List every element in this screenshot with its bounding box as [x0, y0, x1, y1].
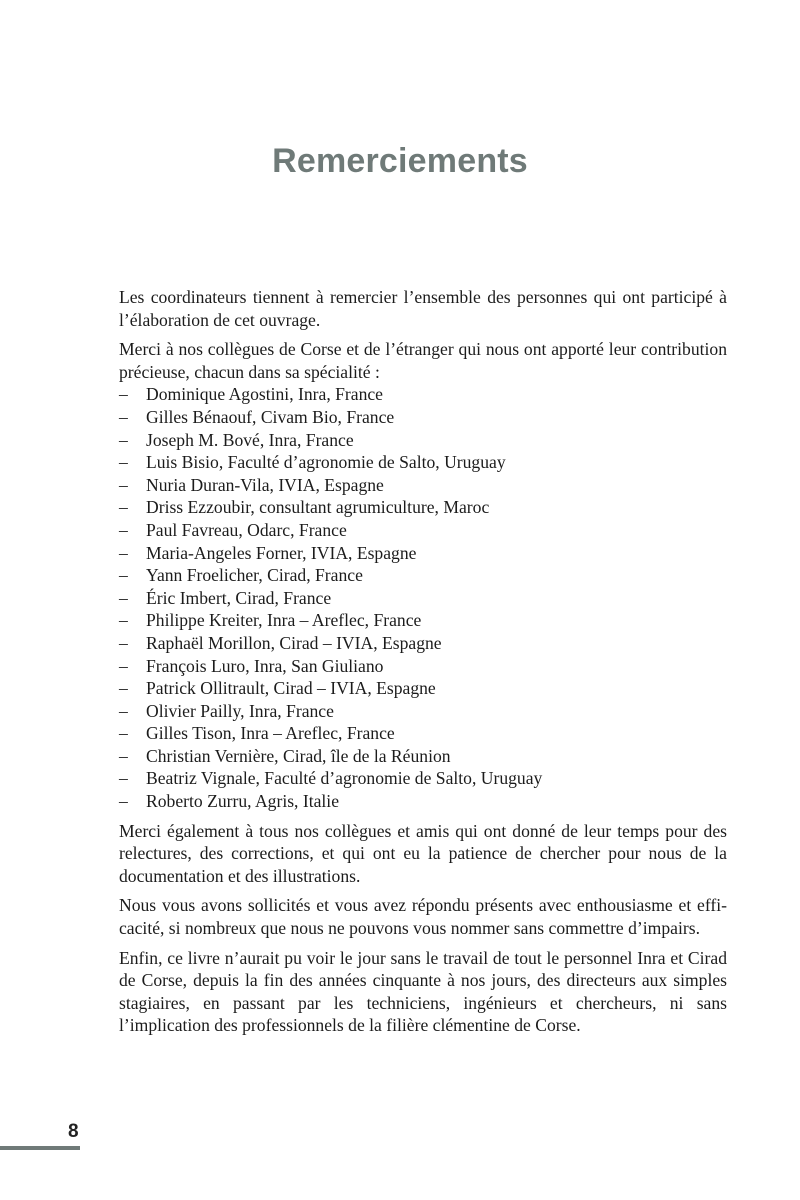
list-item — [119, 474, 727, 497]
contributor-name: Dominique Agostini, Inra, France — [146, 384, 383, 405]
list-dash: – — [119, 632, 128, 653]
list-dash: – — [119, 587, 128, 608]
list-dash: – — [119, 384, 128, 405]
page-number-rule — [0, 1146, 80, 1150]
list-dash: – — [119, 452, 128, 473]
list-dash: – — [119, 655, 128, 676]
list-item — [119, 542, 727, 565]
list-item — [119, 496, 727, 519]
contributor-name: Christian Vernière, Cirad, île de la Réunion — [146, 745, 451, 766]
list-dash: – — [119, 678, 128, 699]
list-dash: – — [119, 497, 128, 518]
contributor-name: Luis Bisio, Faculté d’agronomie de Salto, Uruguay — [146, 452, 506, 473]
list-item — [119, 564, 727, 587]
contributor-name: Patrick Ollitrault, Cirad – IVIA, Espagne — [146, 678, 436, 699]
list-dash: – — [119, 745, 128, 766]
list-item — [119, 700, 727, 723]
list-item — [119, 722, 727, 745]
contributor-name: Éric Imbert, Cirad, France — [146, 587, 332, 608]
body-text — [119, 286, 727, 1044]
contributor-name: François Luro, Inra, San Giuliano — [146, 655, 384, 676]
list-dash: – — [119, 768, 128, 789]
list-item — [119, 519, 727, 542]
list-item — [119, 655, 727, 678]
solicited-paragraph: Nous vous avons sollicités et vous avez répondu présents avec enthousiasme et efficacité, si nombreux que nous ne pouvons vous nommer sans commettre d’impairs. — [119, 895, 727, 939]
list-item — [119, 383, 727, 406]
list-item — [119, 609, 727, 632]
list-item — [119, 429, 727, 452]
list-dash: – — [119, 791, 128, 812]
list-dash: – — [119, 519, 128, 540]
contributor-name: Gilles Bénaouf, Civam Bio, France — [146, 406, 395, 427]
list-item — [119, 451, 727, 474]
thanks-review-paragraph: Merci également à tous nos collègues et amis qui ont donné de leur temps pour des relectures, des corrections, et qui ont eu la patience de chercher pour nous de la documentation et des illustrations. — [119, 820, 727, 886]
list-dash: – — [119, 429, 128, 450]
list-item — [119, 406, 727, 429]
contributor-name: Driss Ezzoubir, consultant agrumiculture, Maroc — [146, 497, 490, 518]
page-title: Remerciements — [272, 142, 528, 180]
contributor-name: Philippe Kreiter, Inra – Areflec, France — [146, 610, 422, 631]
contributor-name: Olivier Pailly, Inra, France — [146, 700, 334, 721]
contributor-name: Paul Favreau, Odarc, France — [146, 519, 347, 540]
contributor-name: Joseph M. Bové, Inra, France — [146, 429, 354, 450]
list-item — [119, 587, 727, 610]
contributor-name: Nuria Duran-Vila, IVIA, Espagne — [146, 474, 384, 495]
page-number: 8 — [68, 1121, 79, 1142]
closing-paragraph: Enfin, ce livre n’aurait pu voir le jour sans le travail de tout le personnel Inra et Cirad de Corse, depuis la fin des années cinquante à nos jours, des directeurs aux simples stagiaires, en passant par les techniciens, ingénieurs et chercheurs, ni sans l’implication des professionnels de la filière clémentine de Corse. — [119, 947, 727, 1036]
contributor-name: Yann Froelicher, Cirad, France — [146, 565, 363, 586]
contributor-name: Roberto Zurru, Agris, Italie — [146, 791, 339, 812]
contributor-name: Maria-Angeles Forner, IVIA, Espagne — [146, 542, 417, 563]
colleagues-paragraph: Merci à nos collègues de Corse et de l’étranger qui nous ont apporté leur contribution précieuse, chacun dans sa spécialité : — [119, 339, 727, 382]
list-dash: – — [119, 406, 128, 427]
contributor-list — [119, 383, 727, 812]
contributor-name: Raphaël Morillon, Cirad – IVIA, Espagne — [146, 632, 442, 653]
list-item — [119, 790, 727, 813]
list-item — [119, 745, 727, 768]
list-item — [119, 677, 727, 700]
contributor-name: Beatriz Vignale, Faculté d’agronomie de Salto, Uruguay — [146, 768, 543, 789]
list-dash: – — [119, 474, 128, 495]
list-item — [119, 767, 727, 790]
intro-paragraph: Les coordinateurs tiennent à remercier l’ensemble des personnes qui ont participé à l’élaboration de cet ouvrage. — [119, 287, 727, 330]
list-dash: – — [119, 700, 128, 721]
contributor-name: Gilles Tison, Inra – Areflec, France — [146, 723, 395, 744]
list-dash: – — [119, 565, 128, 586]
list-dash: – — [119, 610, 128, 631]
list-dash: – — [119, 542, 128, 563]
list-item — [119, 632, 727, 655]
list-dash: – — [119, 723, 128, 744]
